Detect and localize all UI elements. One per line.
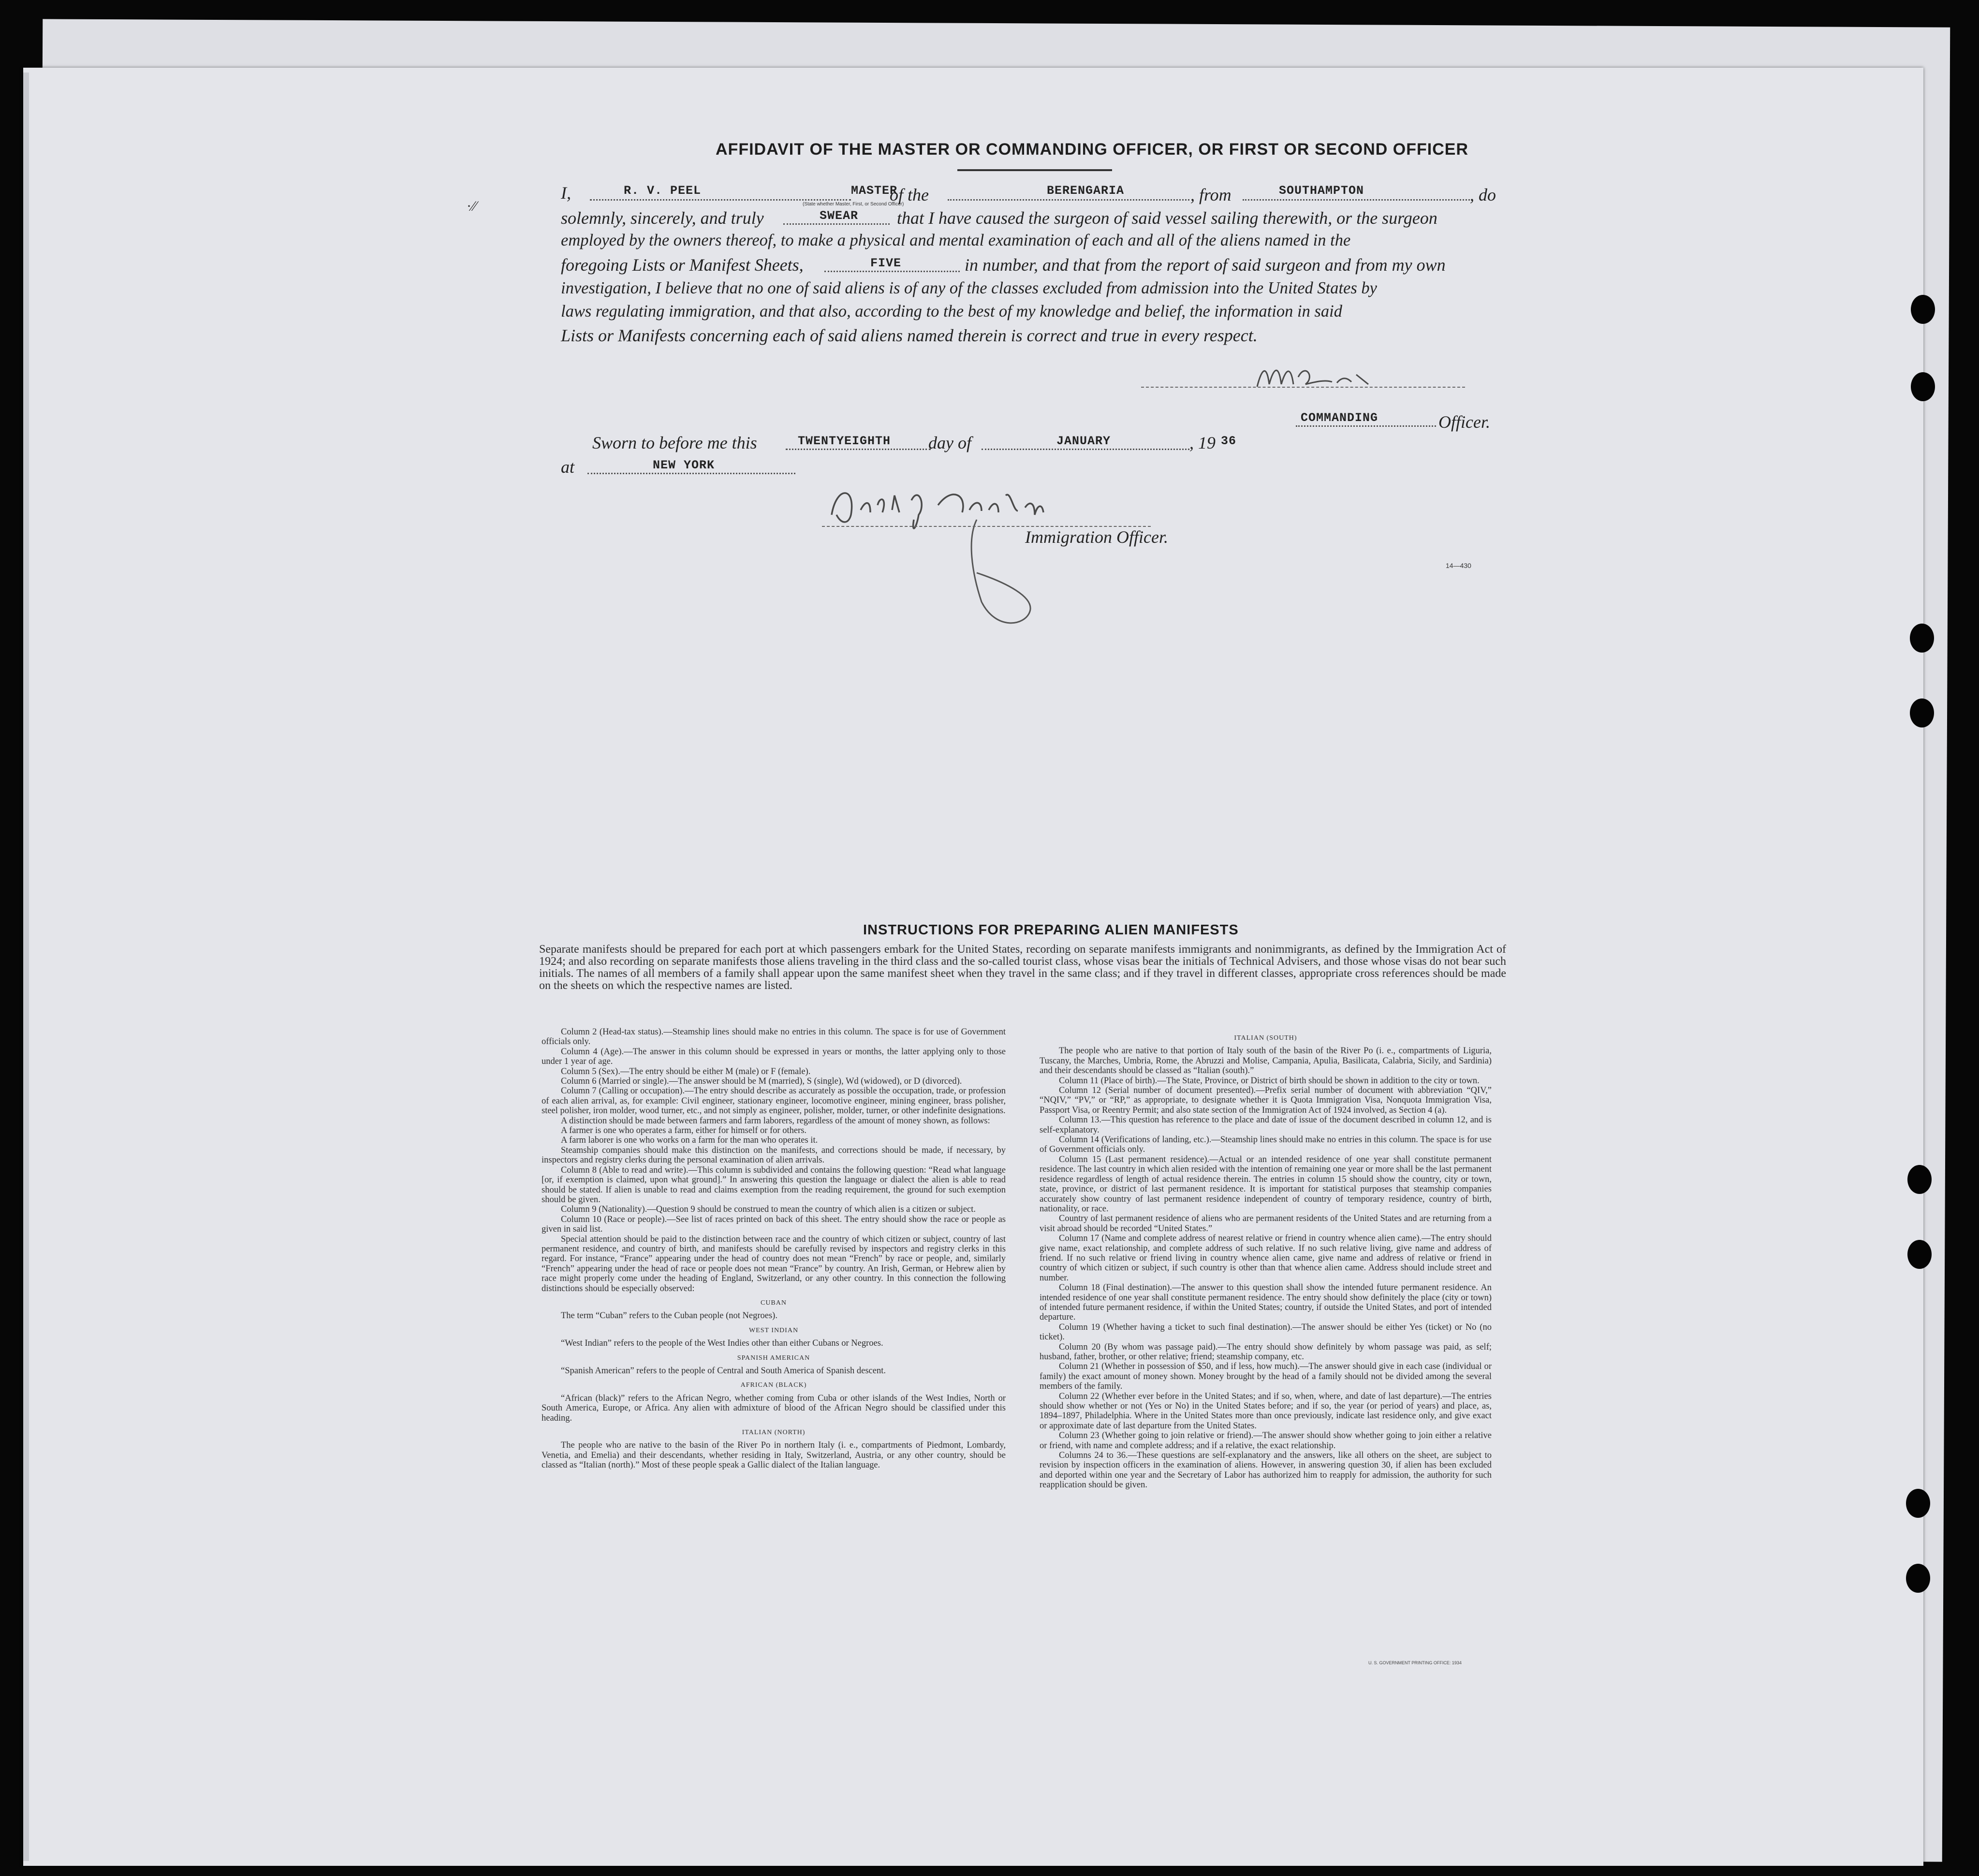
binder-hole [1910,624,1934,653]
african-heading: AFRICAN (BLACK) [740,1382,807,1389]
name-field [590,199,851,201]
instruction-paragraph: Column 8 (Able to read and write).—This column is subdivided and contains the following question: “Read what language [or, if exemption is claimed, upon what ground].” In answering this question the language or dialect the alien is able to read should be stated. If alien is unable to read and claims exemption from the reading requirement, the ground for such exemption should be given. [542,1165,1006,1205]
month-value: JANUARY [1056,434,1111,448]
of-the-text: of the [890,185,929,204]
binder-hole [1911,295,1935,324]
month-field [982,449,1189,450]
binder-hole [1907,1165,1932,1194]
place-value: NEW YORK [653,458,715,472]
instruction-paragraph: Country of last permanent residence of aliens who are permanent residents of the United States and are returning from a visit abroad should be recorded “United States.” [1040,1214,1492,1234]
west-indian-heading: WEST INDIAN [748,1326,799,1334]
affidavit-title: AFFIDAVIT OF THE MASTER OR COMMANDING OFFICER, OR FIRST OR SECOND OFFICER [716,140,1468,159]
binder-hole [1910,698,1934,727]
instruction-paragraph: A farmer is one who operates a farm, either for himself or for others. [561,1126,807,1136]
instruction-paragraph: Column 22 (Whether ever before in the United States; and if so, when, where, and date of last departure).—The entries should show whether or not (Yes or No) in the United States before; and if so, the year (or period of years) and place, as, 1894–1897, Philadelphia. Where in the United States more than once previously, indicate last residence only, and give exact or approximate date of last departure from the United States. [1040,1391,1492,1431]
immigration-officer-signature [822,476,1122,679]
pronoun: I, [561,183,571,203]
oath-field [783,223,890,225]
instruction-paragraph: A farm laborer is one who works on a farm for the man who operates it. [561,1135,818,1146]
instruction-paragraph: Column 19 (Whether having a ticket to such final destination).—The answer should be either Yes (ticket) or No (no ticket). [1040,1322,1492,1342]
instruction-paragraph: Column 6 (Married or single).—The answer should be M (married), S (single), Wd (widowed), or D (divorced). [561,1076,962,1087]
instructions-title: INSTRUCTIONS FOR PREPARING ALIEN MANIFESTS [863,922,1239,938]
binder-hole [1906,1489,1930,1518]
binder-hole [1911,372,1935,401]
instruction-paragraph: Column 18 (Final destination).—The answer to this question shall show the intended future permanent residence. An intended residence of one year shall constitute permanent residence. The entry should show definitely the place (city or town) of intended future permanent residence, if within the United States; country, if outside the United States, and port of intended departure. [1040,1283,1492,1323]
affidavit-line-4a: foregoing Lists or Manifest Sheets, [561,255,804,275]
italian-south-heading: ITALIAN (SOUTH) [1234,1034,1297,1042]
instructions-left-column [542,1027,1006,1470]
immigration-officer-label: Immigration Officer. [1025,527,1168,547]
affidavit-line-5: investigation, I believe that no one of said aliens is of any of the classes excluded from admission into the United States by [561,279,1377,297]
instruction-paragraph: Column 13.—This question has reference to the place and date of issue of the document described in column 12, and is self-explanatory. [1040,1115,1492,1135]
day-value: TWENTYEIGHTH [798,434,891,448]
instruction-paragraph: Column 4 (Age).—The answer in this column should be expressed in years or months, the latter applying only to those under 1 year of age. [542,1047,1006,1067]
instruction-paragraph: Column 23 (Whether going to join relative or friend).—The answer should show whether going to join either a relative or friend, with name and complete address; and if a relative, the exact relationship. [1040,1431,1492,1451]
instruction-paragraph: Steamship companies should make this distinction on the manifests, and corrections should be made, if necessary, by inspectors and registry clerks during the personal examination of alien arrivals. [542,1145,1006,1165]
binder-hole [1906,1564,1930,1593]
west-indian-text: “West Indian” refers to the people of the West Indies other than either Cubans or Negroes. [561,1338,883,1349]
spanish-american-heading: SPANISH AMERICAN [737,1354,810,1362]
instructions-right-column [1040,1033,1492,1490]
master-rank: MASTER [851,184,898,198]
page-edge [23,73,29,1861]
day-of-text: day of [928,433,971,452]
instruction-paragraph: Column 12 (Serial number of document presented).—Prefix serial number of document with abbreviation “QIV,” “NQIV,” “PV,” or “RP,” as appropriate, to designate whether it is Quota Immigration Visa, Nonquota Immigration Visa, Passport Visa, or Reentry Permit; and also state section of the Immigration Act of 1924 involved, as Section 4 (a). [1040,1086,1492,1115]
italian-north-text: The people who are native to the basin of the River Po in northern Italy (i. e., compartments of Piedmont, Lombardy, Venetia, and Emelia) and their descendants, whether residing in Italy, Switzerland, Austria, or any other country, should be classed as “Italian (north).” Most of these people speak a Gallic dialect of the Italian language. [542,1440,1006,1470]
instruction-paragraph: Column 20 (By whom was passage paid).—The entry should show definitely by whom passage was paid, as self; husband, father, brother, or other relative; friend; steamship company, etc. [1040,1342,1492,1362]
instruction-paragraph: Column 14 (Verifications of landing, etc.).—Steamship lines should make no entries in this column. The space is for use of Government officials only. [1040,1135,1492,1155]
margin-mark: ·⁄⁄ [467,198,477,214]
manifest-count: FIVE [870,256,902,270]
right-paragraphs [1040,1046,1492,1490]
instruction-paragraph: Column 21 (Whether in possession of $50, and if less, how much).—The answer should give in each case (individual or family) the exact amount of money shown. Money brought by the head of a family should not be divided among the several members of the family. [1040,1362,1492,1392]
affidavit-line-2a: solemnly, sincerely, and truly [561,208,764,228]
instruction-paragraph: Column 7 (Calling or occupation).—The entry should describe as accurately as possible the occupation, trade, or profession of each alien arrival, as, for example: Civil engineer, stationary engineer, locomotive engineer, mining engineer, brass polisher, steel polisher, iron molder, wood turner, etc., and not simply as engineer, polisher, molder, turner, or other indefinite designations. [542,1086,1006,1116]
oath-value: SWEAR [820,209,859,223]
vessel-name: BERENGARIA [1047,184,1125,198]
year-value: 36 [1221,434,1237,448]
port-field [1243,199,1470,201]
master-name: R. V. PEEL [624,184,702,198]
place-field [587,473,795,474]
officer-rank: COMMANDING [1301,411,1378,425]
italian-north-heading: ITALIAN (NORTH) [742,1429,806,1437]
instruction-paragraph: Column 2 (Head-tax status).—Steamship lines should make no entries in this column. The space is for use of Government officials only. [542,1027,1006,1047]
affidavit-line-6: laws regulating immigration, and that also, according to the best of my knowledge and belief, the information in said [561,302,1342,320]
title-rule [957,169,1112,171]
officer-label: Officer. [1438,412,1490,432]
instruction-paragraph: Column 15 (Last permanent residence).—Actual or an intended residence of one year shall constitute permanent residence. The last country in which alien resided with the intention of remaining one year or more shall be the last permanent residence regardless of length of actual residence therein. The entries in column 15 should show the country, city or town, state, province, or district of last permanent residence. It is important for statistical purposes that steamship companies accurately show country of last permanent residence independent of country of temporary residence, country of birth, nationality, or race. [1040,1154,1492,1214]
affidavit-line-4b: in number, and that from the report of said surgeon and from my own [965,255,1446,275]
instruction-paragraph: Column 10 (Race or people).—See list of races printed on back of this sheet. The entry should show the race or people as given in said list. [542,1214,1006,1235]
instruction-paragraph: The people who are native to that portion of Italy south of the basin of the River Po (i. e., compartments of Liguria, Tuscany, the Marches, Umbria, Rome, the Abruzzi and Molise, Campania, Apulia, Basilicata, Calabria, Sicily, and Sardinia) and their descendants should be classed as “Italian (south).” [1040,1046,1492,1076]
vessel-field [948,199,1189,201]
rank-note: (State whether Master, First, or Second Officer) [803,202,904,207]
left-paragraphs [542,1027,1006,1294]
african-text: “African (black)” refers to the African Negro, whether coming from Cuba or other islands of the West Indies, North or South America, Europe, or Africa. Any alien with admixture of blood of the African Negro should be classified under this heading. [542,1393,1006,1423]
instruction-paragraph: Column 17 (Name and complete address of nearest relative or friend in country whence alien came).—The entry should give name, exact relationship, and complete address of such relative. If no such relative living, give name and address of friend. If no such relative or friend living in country whence alien came, give name and address of relative or friend in country of which citizen or subject, if such country is other than that whence alien came. Address should include street and number. [1040,1234,1492,1283]
master-signature [1252,358,1417,394]
officer-rank-field [1296,425,1436,427]
sworn-text: Sworn to before me this [592,433,757,452]
instruction-paragraph: Special attention should be paid to the distinction between race and the country of which citizen or subject, country of last permanent residence, and country of birth, and manifests should be carefully revised by inspectors and registry clerks in this regard. For instance, “France” appearing under the head of country does not mean “French” by race or people, and, similarly “French” appearing under the head of race or people does not mean “France” by country. An Irish, German, or Hebrew alien by race might properly come under the heading of England, Switzerland, or any other country. In this connection the following distinctions should be especially observed: [542,1234,1006,1294]
printing-office-mark: U. S. GOVERNMENT PRINTING OFFICE: 1934 [1368,1660,1462,1665]
affidavit-line-3: employed by the owners thereof, to make a physical and mental examination of each and all of the aliens named in the [561,231,1351,249]
instructions-intro: Separate manifests should be prepared for each port at which passengers embark for the United States, recording on separate manifests immigrants and nonimmigrants, as defined by the Immigration Act of 1924; and also recording on separate manifests those aliens traveling in the third class and the so-called tourist class, whose visas bear the initials of Technical Advisers, and those whose visas do not bear such initials. The names of all members of a family shall appear upon the same manifest sheet when they travel in the same class; and if they travel in different classes, appropriate cross references should be made on the sheets on which the respective names are listed. [539,943,1506,992]
spanish-american-text: “Spanish American” refers to the people of Central and South America of Spanish descent. [561,1366,886,1376]
cuban-text: The term “Cuban” refers to the Cuban people (not Negroes). [561,1311,777,1321]
instruction-paragraph: Column 11 (Place of birth).—The State, Province, or District of birth should be shown in addition to the city or town. [1059,1076,1480,1086]
instruction-paragraph: A distinction should be made between farmers and farm laborers, regardless of the amount of money shown, as follows: [561,1116,990,1126]
instruction-paragraph: Column 5 (Sex).—The entry should be either M (male) or F (female). [561,1066,811,1076]
count-field [824,271,960,272]
from-text: , from [1190,185,1231,204]
affidavit-line-2b: that I have caused the surgeon of said vessel sailing therewith, or the surgeon [897,208,1437,228]
instruction-paragraph: Column 9 (Nationality).—Question 9 should be construed to mean the country of which alien is a citizen or subject. [561,1205,976,1215]
at-text: at [561,457,575,477]
do-text: , do [1470,185,1496,204]
affidavit-line-7: Lists or Manifests concerning each of said aliens named therein is correct and true in every respect. [561,326,1258,345]
binder-hole [1907,1240,1932,1269]
day-field [786,449,931,450]
departure-port: SOUTHAMPTON [1279,184,1364,198]
instruction-paragraph: Columns 24 to 36.—These questions are self-explanatory and the answers, like all others on the sheet, are subject to revision by inspection officers in the examination of aliens. However, in answering question 30, if alien has been excluded and deported within one year and the Secretary of Labor has authorized him to reapply for admission, the authority for such reapplication should be given. [1040,1451,1492,1490]
form-number: 14—430 [1446,562,1471,569]
cuban-heading: CUBAN [760,1299,787,1307]
year-prefix: , 19 [1189,433,1216,452]
